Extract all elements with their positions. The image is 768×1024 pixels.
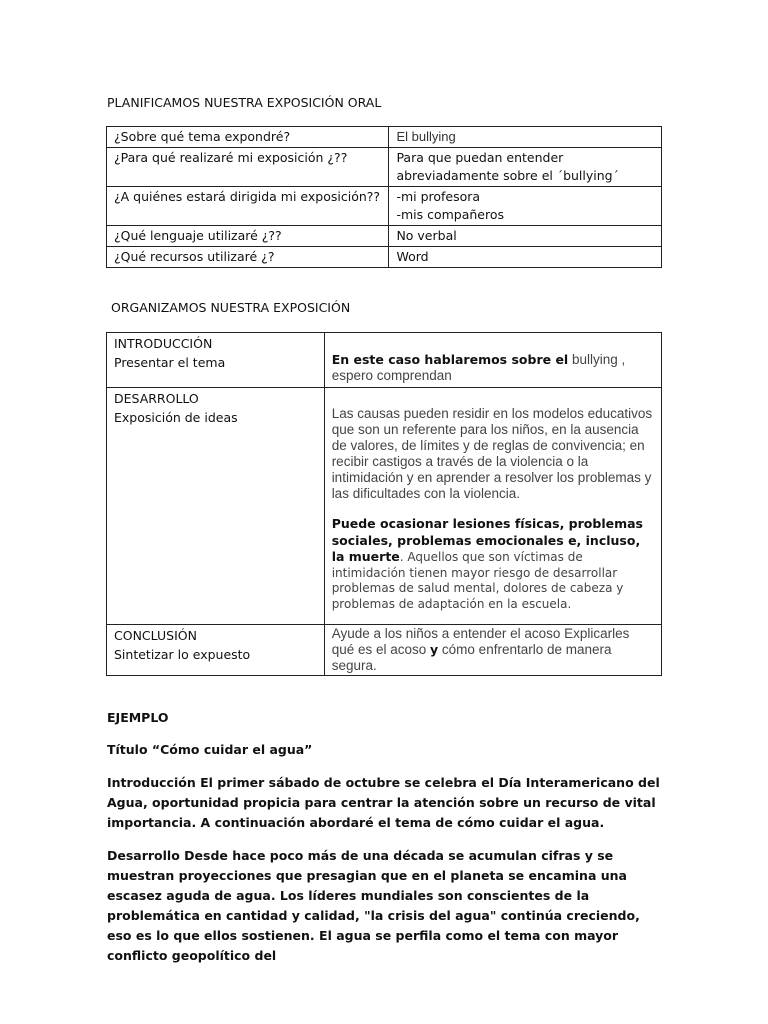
development-small-rest: . Aquellos que son víctimas de intimidación tienen mayor riesgo de desarrollar problemas de salud mental, dolores de cabeza y problemas de adaptación en la escuela.	[331, 550, 624, 611]
question-cell: ¿Para qué realizaré mi exposición ¿??	[107, 148, 389, 187]
answer-line: Para que puedan entender	[396, 150, 564, 165]
answer-line: abreviadamente sobre el ´bullying´	[396, 168, 619, 183]
table-row	[107, 187, 662, 226]
section-subtitle: Exposición de ideas	[114, 410, 238, 425]
section-title: DESARROLLO	[114, 391, 199, 406]
table-row	[107, 333, 662, 388]
development-paragraph: Desarrollo Desde hace poco más de una década se acumulan cifras y se muestran proyecciones que presagian que en el planeta se encamina una escasez aguda de agua. Los líderes mundiales son conscientes de la problemática en cantidad y calidad, "la crisis del agua" continúa creciendo, eso es lo que ellos sostienen. El agua se perfila como el tema con mayor conflicto geopolítico del	[107, 848, 640, 963]
development-small-text	[332, 516, 654, 612]
answer-text: El bullying	[396, 129, 456, 144]
table-row	[107, 247, 662, 268]
section-content	[324, 388, 661, 625]
intro-paragraph: Introducción El primer sábado de octubre se celebra el Día Interamericano del Agua, oportunidad propicia para centrar la atención sobre un recurso de vital importancia. A continuación abordaré el tema de cómo cuidar el agua.	[107, 775, 660, 830]
conclusion-bold: y	[430, 642, 439, 657]
conclusion-text-end: cómo enfrentarlo de manera segura.	[331, 642, 612, 673]
answer-cell	[389, 187, 662, 226]
section-subtitle: Sintetizar lo expuesto	[114, 647, 251, 662]
section-title: CONCLUSIÓN	[114, 628, 197, 643]
section-subtitle: Presentar el tema	[114, 355, 226, 370]
answer-cell: No verbal	[389, 226, 662, 247]
section-cell	[107, 333, 325, 388]
answer-line: -mis compañeros	[396, 207, 505, 222]
section-content	[324, 333, 661, 388]
question-cell: ¿Qué lenguaje utilizaré ¿??	[107, 226, 389, 247]
answer-cell: Word	[389, 247, 662, 268]
planning-heading: PLANIFICAMOS NUESTRA EXPOSICIÓN ORAL	[107, 95, 382, 110]
conclusion-text: Ayude a los niños a entender el acoso Explicarles qué es el acoso	[331, 626, 630, 657]
section-cell	[107, 388, 325, 625]
organize-heading: ORGANIZAMOS NUESTRA EXPOSICIÓN	[111, 300, 351, 315]
table-row	[107, 226, 662, 247]
section-content	[324, 625, 661, 676]
question-cell: ¿Sobre qué tema expondré?	[107, 127, 389, 148]
table-row	[107, 148, 662, 187]
example-label: EJEMPLO	[107, 710, 169, 725]
answer-cell	[389, 148, 662, 187]
development-text: Las causas pueden residir en los modelos educativos que son un referente para los niños, en la ausencia de valores, de límites y de reglas de convivencia; en recibir castigos a través de la violencia o la intimidación y en aprender a resolver los problemas y las dificultades con la violencia.	[331, 406, 653, 501]
table-row	[107, 388, 662, 625]
answer-line: -mi profesora	[396, 189, 481, 204]
question-cell: ¿A quiénes estará dirigida mi exposición??	[107, 187, 389, 226]
question-cell: ¿Qué recursos utilizaré ¿?	[107, 247, 389, 268]
section-cell	[107, 625, 325, 676]
section-title: INTRODUCCIÓN	[114, 336, 213, 351]
intro-text: bullying , espero comprendan	[331, 352, 626, 383]
intro-bold-text: En este caso hablaremos sobre el	[331, 352, 569, 367]
example-title: Título “Cómo cuidar el agua”	[107, 742, 313, 757]
table-row	[107, 127, 662, 148]
development-small-bold: Puede ocasionar lesiones físicas, problemas sociales, problemas emocionales e, incluso, la muerte	[331, 516, 643, 564]
table-row	[107, 625, 662, 676]
organize-table	[106, 332, 662, 676]
planning-table	[106, 126, 662, 268]
answer-cell	[389, 127, 662, 148]
